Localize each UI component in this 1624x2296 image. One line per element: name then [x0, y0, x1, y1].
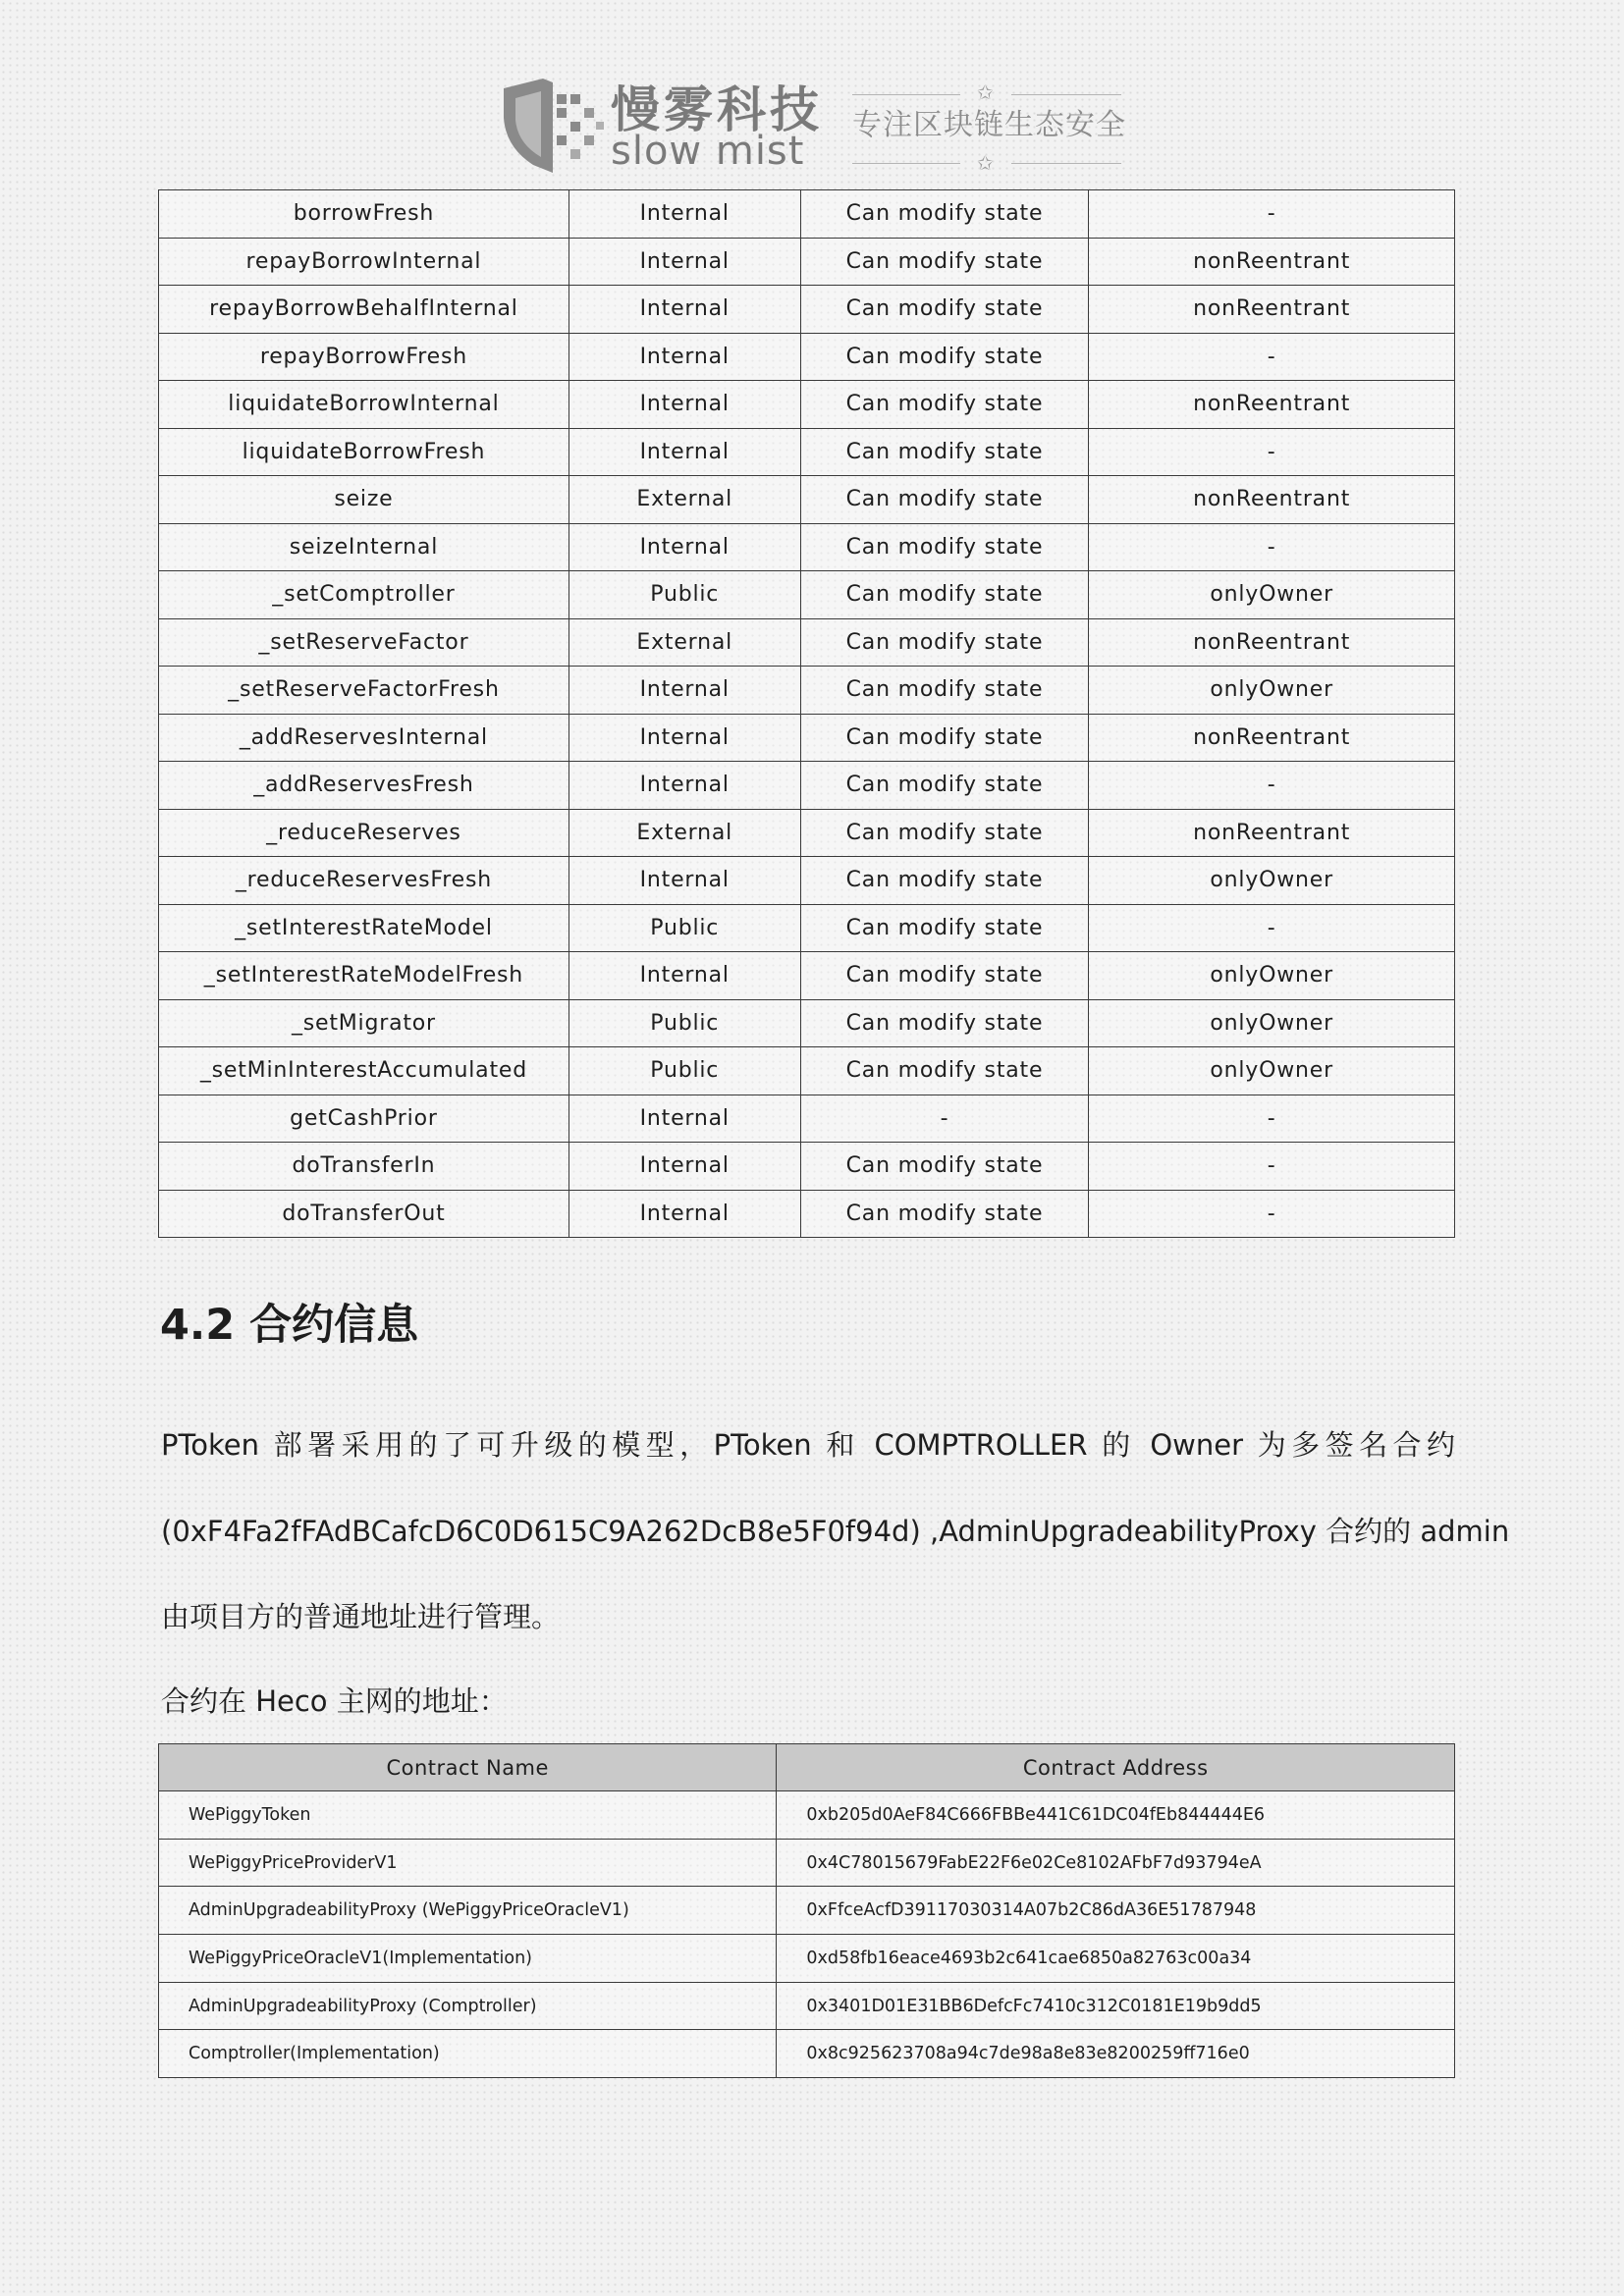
- table-row: [159, 1887, 1455, 1935]
- modifier-cell: -: [1089, 523, 1455, 571]
- modifier-cell: -: [1089, 762, 1455, 810]
- mutability-cell: Can modify state: [800, 1190, 1089, 1238]
- contract-address-cell: 0xb205d0AeF84C666FBBe441C61DC04fEb844444E6: [777, 1791, 1455, 1840]
- paragraph-line: PToken 部署采用的了可升级的模型，PToken 和 COMPTROLLER 的 Owner 为多签名合约: [161, 1428, 1455, 1462]
- visibility-cell: Internal: [568, 381, 800, 429]
- mutability-cell: Can modify state: [800, 238, 1089, 286]
- modifier-cell: nonReentrant: [1089, 381, 1455, 429]
- mutability-cell: Can modify state: [800, 762, 1089, 810]
- mutability-cell: Can modify state: [800, 476, 1089, 524]
- function-name-cell: _setMinInterestAccumulated: [159, 1047, 569, 1095]
- modifier-cell: -: [1089, 904, 1455, 952]
- table-row: [159, 190, 1455, 239]
- table-row: [159, 1791, 1455, 1840]
- table-row: [159, 762, 1455, 810]
- modifier-cell: nonReentrant: [1089, 809, 1455, 857]
- contract-name-cell: WePiggyPriceOracleV1(Implementation): [159, 1935, 777, 1983]
- visibility-cell: Public: [568, 571, 800, 619]
- modifier-cell: onlyOwner: [1089, 1047, 1455, 1095]
- table-row: [159, 476, 1455, 524]
- heco-address-label: 合约在 Heco 主网的地址：: [161, 1684, 508, 1718]
- table-row: [159, 667, 1455, 715]
- function-name-cell: doTransferIn: [159, 1143, 569, 1191]
- mutability-cell: Can modify state: [800, 1143, 1089, 1191]
- function-name-cell: repayBorrowFresh: [159, 333, 569, 381]
- table-row: [159, 333, 1455, 381]
- contract-address-cell: 0xd58fb16eace4693b2c641cae6850a82763c00a34: [777, 1935, 1455, 1983]
- mutability-cell: Can modify state: [800, 904, 1089, 952]
- visibility-cell: Internal: [568, 1095, 800, 1143]
- table-row: [159, 857, 1455, 905]
- contract-name-cell: AdminUpgradeabilityProxy (WePiggyPriceOracleV1): [159, 1887, 777, 1935]
- visibility-cell: Internal: [568, 667, 800, 715]
- star-icon: ✩: [977, 151, 994, 175]
- table-row: [159, 428, 1455, 476]
- visibility-cell: Public: [568, 1047, 800, 1095]
- table-row: [159, 1047, 1455, 1095]
- contract-name-cell: AdminUpgradeabilityProxy (Comptroller): [159, 1982, 777, 2030]
- section-title: 4.2 合约信息: [160, 1301, 419, 1350]
- function-name-cell: liquidateBorrowInternal: [159, 381, 569, 429]
- function-name-cell: repayBorrowBehalfInternal: [159, 286, 569, 334]
- modifier-cell: nonReentrant: [1089, 286, 1455, 334]
- modifier-cell: nonReentrant: [1089, 238, 1455, 286]
- visibility-cell: Internal: [568, 190, 800, 239]
- function-name-cell: repayBorrowInternal: [159, 238, 569, 286]
- function-name-cell: _reduceReservesFresh: [159, 857, 569, 905]
- table-row: [159, 1935, 1455, 1983]
- contract-name-cell: WePiggyToken: [159, 1791, 777, 1840]
- table-row: [159, 1143, 1455, 1191]
- paragraph-line: (0xF4Fa2fFAdBCafcD6C0D615C9A262DcB8e5F0f94d) ,AdminUpgradeabilityProxy 合约的 admin: [161, 1515, 1510, 1548]
- mutability-cell: Can modify state: [800, 667, 1089, 715]
- function-name-cell: _setReserveFactor: [159, 618, 569, 667]
- table-row: [159, 286, 1455, 334]
- table-row: [159, 238, 1455, 286]
- modifier-cell: onlyOwner: [1089, 667, 1455, 715]
- visibility-cell: Internal: [568, 523, 800, 571]
- visibility-cell: Internal: [568, 857, 800, 905]
- contract-name-cell: WePiggyPriceProviderV1: [159, 1839, 777, 1887]
- modifier-cell: onlyOwner: [1089, 999, 1455, 1047]
- visibility-cell: Internal: [568, 286, 800, 334]
- mutability-cell: Can modify state: [800, 571, 1089, 619]
- modifier-cell: nonReentrant: [1089, 476, 1455, 524]
- contract-address-cell: 0x3401D01E31BB6DefcFc7410c312C0181E19b9dd5: [777, 1982, 1455, 2030]
- modifier-cell: -: [1089, 1190, 1455, 1238]
- table-row: [159, 1982, 1455, 2030]
- contract-address-cell: 0x4C78015679FabE22F6e02Ce8102AFbF7d93794eA: [777, 1839, 1455, 1887]
- functions-table: [158, 189, 1455, 1238]
- function-name-cell: _reduceReserves: [159, 809, 569, 857]
- slogan-divider: [1011, 94, 1121, 95]
- modifier-cell: nonReentrant: [1089, 714, 1455, 762]
- column-header-contract-address: Contract Address: [777, 1744, 1455, 1791]
- visibility-cell: Public: [568, 999, 800, 1047]
- contracts-table-header-row: [159, 1744, 1455, 1791]
- logo-english-text: slow mist: [611, 129, 805, 174]
- function-name-cell: doTransferOut: [159, 1190, 569, 1238]
- visibility-cell: Public: [568, 904, 800, 952]
- contract-name-cell: Comptroller(Implementation): [159, 2030, 777, 2078]
- mutability-cell: Can modify state: [800, 523, 1089, 571]
- visibility-cell: External: [568, 476, 800, 524]
- visibility-cell: Internal: [568, 952, 800, 1000]
- mutability-cell: Can modify state: [800, 618, 1089, 667]
- table-row: [159, 714, 1455, 762]
- slogan-text: 专注区块链生态安全: [852, 108, 1126, 142]
- table-row: [159, 904, 1455, 952]
- function-name-cell: _addReservesFresh: [159, 762, 569, 810]
- star-icon: ✩: [977, 80, 994, 104]
- visibility-cell: External: [568, 809, 800, 857]
- function-name-cell: seizeInternal: [159, 523, 569, 571]
- visibility-cell: Internal: [568, 714, 800, 762]
- visibility-cell: External: [568, 618, 800, 667]
- slogan-divider: [852, 163, 960, 164]
- table-row: [159, 381, 1455, 429]
- function-name-cell: seize: [159, 476, 569, 524]
- modifier-cell: -: [1089, 1143, 1455, 1191]
- function-name-cell: borrowFresh: [159, 190, 569, 239]
- table-row: [159, 618, 1455, 667]
- table-row: [159, 1839, 1455, 1887]
- function-name-cell: _setMigrator: [159, 999, 569, 1047]
- table-row: [159, 1190, 1455, 1238]
- modifier-cell: -: [1089, 1095, 1455, 1143]
- function-name-cell: getCashPrior: [159, 1095, 569, 1143]
- table-row: [159, 809, 1455, 857]
- mutability-cell: -: [800, 1095, 1089, 1143]
- visibility-cell: Internal: [568, 762, 800, 810]
- mutability-cell: Can modify state: [800, 952, 1089, 1000]
- table-row: [159, 1095, 1455, 1143]
- visibility-cell: Internal: [568, 333, 800, 381]
- visibility-cell: Internal: [568, 1143, 800, 1191]
- visibility-cell: Internal: [568, 428, 800, 476]
- mutability-cell: Can modify state: [800, 333, 1089, 381]
- function-name-cell: _setComptroller: [159, 571, 569, 619]
- slowmist-shield-logo-icon: [494, 79, 610, 177]
- mutability-cell: Can modify state: [800, 809, 1089, 857]
- contracts-table-body: [159, 1791, 1455, 2078]
- table-row: [159, 571, 1455, 619]
- mutability-cell: Can modify state: [800, 714, 1089, 762]
- modifier-cell: onlyOwner: [1089, 571, 1455, 619]
- table-row: [159, 952, 1455, 1000]
- visibility-cell: Internal: [568, 238, 800, 286]
- modifier-cell: -: [1089, 333, 1455, 381]
- modifier-cell: -: [1089, 428, 1455, 476]
- paragraph-line: 由项目方的普通地址进行管理。: [161, 1600, 561, 1633]
- logo-chinese-text: 慢雾科技: [611, 81, 823, 138]
- mutability-cell: Can modify state: [800, 381, 1089, 429]
- modifier-cell: nonReentrant: [1089, 618, 1455, 667]
- modifier-cell: -: [1089, 190, 1455, 239]
- visibility-cell: Internal: [568, 1190, 800, 1238]
- slogan-divider: [852, 94, 960, 95]
- mutability-cell: Can modify state: [800, 1047, 1089, 1095]
- mutability-cell: Can modify state: [800, 286, 1089, 334]
- mutability-cell: Can modify state: [800, 857, 1089, 905]
- mutability-cell: Can modify state: [800, 999, 1089, 1047]
- table-row: [159, 2030, 1455, 2078]
- contract-address-cell: 0xFfceAcfD39117030314A07b2C86dA36E51787948: [777, 1887, 1455, 1935]
- modifier-cell: onlyOwner: [1089, 857, 1455, 905]
- function-name-cell: _setReserveFactorFresh: [159, 667, 569, 715]
- function-name-cell: liquidateBorrowFresh: [159, 428, 569, 476]
- function-name-cell: _addReservesInternal: [159, 714, 569, 762]
- functions-table-body: [159, 190, 1455, 1238]
- mutability-cell: Can modify state: [800, 428, 1089, 476]
- table-row: [159, 999, 1455, 1047]
- function-name-cell: _setInterestRateModel: [159, 904, 569, 952]
- slogan-divider: [1011, 163, 1121, 164]
- contracts-table: [158, 1743, 1455, 2078]
- modifier-cell: onlyOwner: [1089, 952, 1455, 1000]
- function-name-cell: _setInterestRateModelFresh: [159, 952, 569, 1000]
- page-header: [0, 0, 1624, 187]
- column-header-contract-name: Contract Name: [159, 1744, 777, 1791]
- mutability-cell: Can modify state: [800, 190, 1089, 239]
- table-row: [159, 523, 1455, 571]
- contract-address-cell: 0x8c925623708a94c7de98a8e83e8200259ff716e0: [777, 2030, 1455, 2078]
